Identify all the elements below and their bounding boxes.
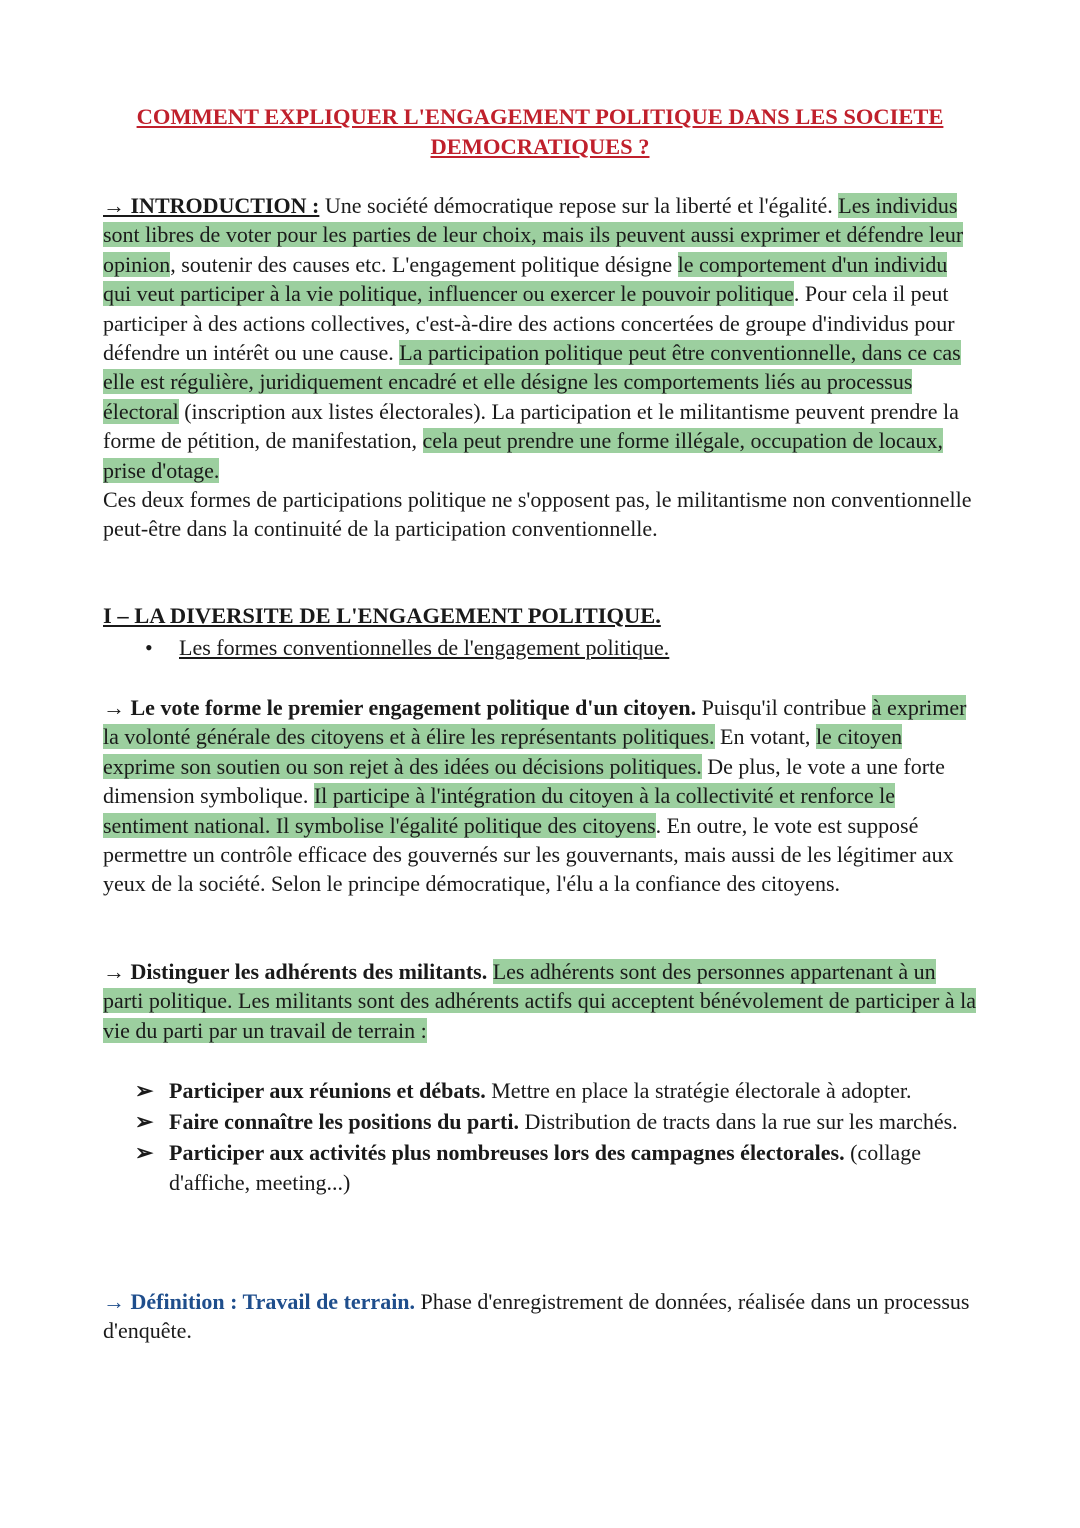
document-title: COMMENT EXPLIQUER L'ENGAGEMENT POLITIQUE DANS LES SOCIETE DEMOCRATIQUES ? xyxy=(136,104,944,159)
vote-highlight-3: Il participe à l'intégration du citoyen à la collectivité et renforce le sentiment national. Il symbolise l'égalité politique des citoyens xyxy=(103,783,896,838)
subsection-title: Les formes conventionnelles de l'engagement politique. xyxy=(179,635,670,660)
militant-activities-list xyxy=(135,1076,975,1199)
intro-text-3: . Pour cela il peut participer à des actions collectives, c'est-à-dire des actions concertées de groupe d'individus pour défendre un intérêt ou une cause. xyxy=(103,281,955,366)
intro-highlight-1: Les individus sont libres de voter pour les parties de leur choix, mais ils peuvent aussi exprimer et défendre leur opinion xyxy=(103,193,964,277)
intro-text-2: , soutenir des causes etc. L'engagement politique désigne xyxy=(170,251,678,277)
vote-highlight-1: à exprimer la volonté générale des citoyens et à élire les représentants politiques. xyxy=(103,695,967,750)
militants-lead: → Distinguer les adhérents des militants. xyxy=(103,959,488,984)
intro-highlight-3: La participation politique peut être conventionnelle, dans ce cas elle est régulière, juridiquement encadré et elle désigne les comportements liés au processus électoral xyxy=(103,340,961,424)
section-heading: I – LA DIVERSITE DE L'ENGAGEMENT POLITIQUE. xyxy=(103,603,661,628)
list-item-bold: Faire connaître les positions du parti. xyxy=(169,1109,519,1134)
vote-highlight-2: le citoyen exprime son soutien ou son rejet à des idées ou décisions politiques. xyxy=(103,724,903,779)
subsection-bullet xyxy=(145,633,669,663)
arrow-bullet-icon: ➢ xyxy=(135,1109,154,1134)
intro-highlight-2: le comportement d'un individu qui veut participer à la vie politique, influencer ou exercer le pouvoir politique xyxy=(103,251,948,307)
arrow-bullet-icon: ➢ xyxy=(135,1078,154,1103)
intro-text-5: Ces deux formes de participations politique ne s'opposent pas, le militantisme non conventionnelle peut-être dans la continuité de la participation conventionnelle. xyxy=(103,487,972,542)
bullet-dot-icon: • xyxy=(145,635,153,660)
list-item-bold: Participer aux réunions et débats. xyxy=(169,1078,486,1103)
militants-paragraph xyxy=(103,957,979,1045)
vote-text-1: Puisqu'il contribue xyxy=(696,695,872,720)
definition-text: Phase d'enregistrement de données, réalisée dans un processus d'enquête. xyxy=(103,1289,970,1344)
intro-text-1: Une société démocratique repose sur la liberté et l'égalité. xyxy=(319,193,839,218)
list-item-text: Distribution de tracts dans la rue sur les marchés. xyxy=(518,1109,958,1134)
vote-text-3: De plus, le vote a une forte dimension symbolique. xyxy=(103,753,945,809)
definition-paragraph xyxy=(103,1287,979,1346)
introduction-paragraph xyxy=(103,191,979,544)
list-item xyxy=(135,1107,975,1137)
arrow-bullet-icon: ➢ xyxy=(135,1140,154,1165)
vote-text-4: . En outre, le vote est supposé permettre un contrôle efficace des gouvernés sur les gouvernants, mais aussi de les légitimer aux yeux de la société. Selon le principe démocratique, l'élu a la confiance des citoyens. xyxy=(103,812,954,897)
list-item-bold: Participer aux activités plus nombreuses lors des campagnes électorales. xyxy=(169,1140,845,1165)
vote-paragraph xyxy=(103,693,979,899)
list-item xyxy=(135,1076,975,1106)
intro-highlight-4: cela peut prendre une forme illégale, occupation de locaux, prise d'otage. xyxy=(103,428,943,483)
definition-label: → Définition : Travail de terrain. xyxy=(103,1289,416,1314)
list-item-text: Mettre en place la stratégie électorale à adopter. xyxy=(485,1078,912,1103)
introduction-label: → INTRODUCTION : xyxy=(103,193,320,218)
list-item-text: (collage d'affiche, meeting...) xyxy=(169,1140,921,1195)
vote-lead: → Le vote forme le premier engagement politique d'un citoyen. xyxy=(103,695,697,720)
intro-text-4: (inscription aux listes électorales). La participation et le militantisme peuvent prendre la forme de pétition, de manifestation, xyxy=(103,398,959,454)
militants-text-1 xyxy=(487,959,493,984)
vote-text-2: En votant, xyxy=(714,724,816,750)
list-item xyxy=(135,1138,975,1198)
militants-highlight-1: Les adhérents sont des personnes appartenant à un parti politique. Les militants sont des adhérents actifs qui acceptent bénévolement de participer à la vie du parti par un travail de terrain : xyxy=(103,959,976,1043)
